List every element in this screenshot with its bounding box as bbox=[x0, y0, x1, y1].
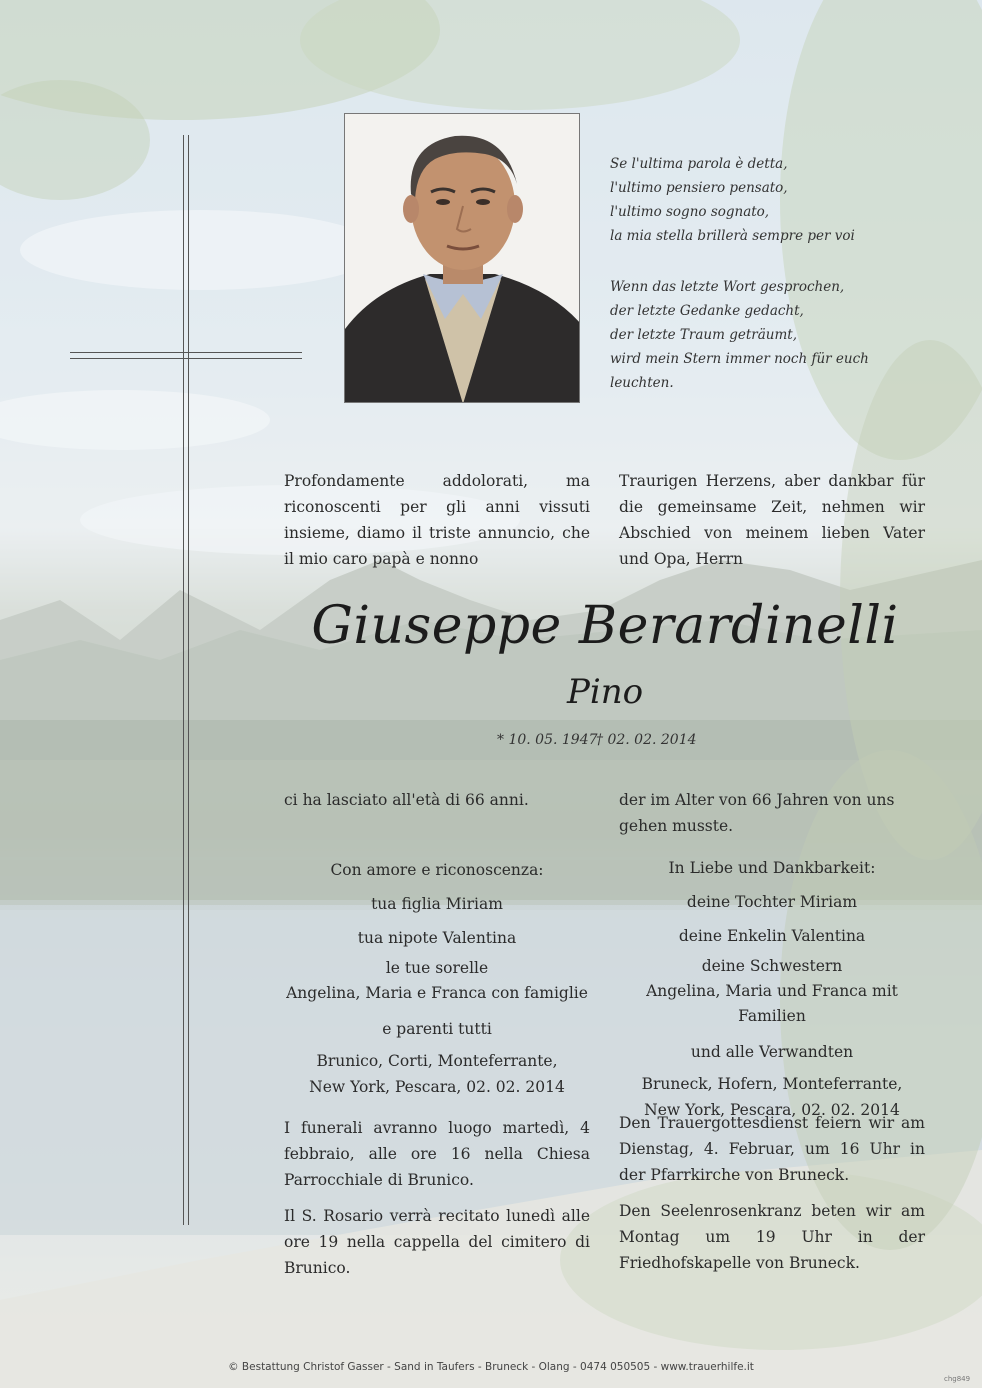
place-date-line: New York, Pescara, 02. 02. 2014 bbox=[644, 1101, 900, 1119]
rosary-italian: Il S. Rosario verrà recitato lunedì alle ore 19 nella cappella del cimitero di Brunico. bbox=[284, 1207, 590, 1277]
birth-date: * 10. 05. 1947 bbox=[497, 732, 598, 748]
poem-line: l'ultimo pensiero pensato, bbox=[610, 180, 788, 196]
poem-line: der letzte Gedanke gedacht, bbox=[610, 303, 804, 319]
deceased-name: Giuseppe Berardinelli bbox=[311, 596, 899, 656]
poem-line: der letzte Traum geträumt, bbox=[610, 327, 797, 343]
intro-german: Traurigen Herzens, aber dankbar für die gemeinsame Zeit, nehmen wir Abschied von meinem lieben Vater und Opa, Herrn bbox=[619, 472, 925, 568]
cross-vertical-line bbox=[188, 135, 189, 1225]
rosary-german: Den Seelenrosenkranz beten wir am Montag um 19 Uhr in der Friedhofskapelle von Bruneck. bbox=[619, 1202, 925, 1272]
poem-german bbox=[610, 275, 930, 395]
place-date-line: New York, Pescara, 02. 02. 2014 bbox=[309, 1078, 565, 1096]
age-italian: ci ha lasciato all'età di 66 anni. bbox=[284, 791, 529, 809]
intro-italian: Profondamente addolorati, ma riconoscenti per gli anni vissuti insieme, diamo il triste annuncio, che il mio caro papà e nonno bbox=[284, 472, 590, 568]
funeral-german: Den Trauergottesdienst feiern wir am Dienstag, 4. Februar, um 16 Uhr in der Pfarrkirche von Bruneck. bbox=[619, 1114, 925, 1184]
mourner-sisters: le tue sorelle bbox=[385, 959, 489, 977]
mourners-heading: Con amore e riconoscenza: bbox=[330, 861, 544, 879]
mourner-relatives: e parenti tutti bbox=[382, 1020, 492, 1038]
mourners-heading: In Liebe und Dankbarkeit: bbox=[668, 859, 876, 877]
poem-line: l'ultimo sogno sognato, bbox=[610, 204, 770, 220]
mourner-granddaughter: deine Enkelin Valentina bbox=[678, 927, 866, 945]
place-date-line: Bruneck, Hofern, Monteferrante, bbox=[641, 1075, 903, 1093]
mourner-sisters: deine Schwestern bbox=[701, 957, 843, 975]
deceased-nickname: Pino bbox=[566, 672, 644, 712]
cross-horizontal-line bbox=[70, 352, 302, 353]
mourners-italian bbox=[284, 853, 590, 1100]
mourners-german bbox=[619, 851, 925, 1123]
mourner-relatives: und alle Verwandten bbox=[690, 1043, 854, 1061]
funeral-italian: I funerali avranno luogo martedì, 4 febbraio, alle ore 16 nella Chiesa Parrocchiale di Brunico. bbox=[284, 1119, 590, 1189]
mourner-granddaughter: tua nipote Valentina bbox=[357, 929, 517, 947]
mourner-sisters-names: Angelina, Maria und Franca mit Familien bbox=[646, 982, 898, 1025]
place-date-line: Brunico, Corti, Monteferrante, bbox=[316, 1052, 558, 1070]
poem-line: wird mein Stern immer noch für euch leuchten. bbox=[610, 351, 869, 391]
cross-vertical-line bbox=[183, 135, 184, 1225]
poem-italian bbox=[610, 152, 930, 248]
cross-horizontal-line bbox=[70, 358, 302, 359]
footer-credit: © Bestattung Christof Gasser - Sand in Taufers - Bruneck - Olang - 0474 050505 - www.trauerhilfe.it bbox=[228, 1361, 754, 1373]
document-code: chg849 bbox=[944, 1375, 971, 1383]
mourner-daughter: deine Tochter Miriam bbox=[686, 893, 858, 911]
poem-line: la mia stella brillerà sempre per voi bbox=[610, 228, 855, 244]
mourner-sisters-names: Angelina, Maria e Franca con famiglie bbox=[286, 984, 588, 1002]
portrait-photo bbox=[344, 113, 580, 403]
portrait-illustration bbox=[345, 114, 580, 403]
death-date: † 02. 02. 2014 bbox=[596, 732, 697, 748]
poem-line: Se l'ultima parola è detta, bbox=[610, 156, 788, 172]
mourner-daughter: tua figlia Miriam bbox=[371, 895, 503, 913]
poem-line: Wenn das letzte Wort gesprochen, bbox=[610, 279, 845, 295]
age-german: der im Alter von 66 Jahren von uns gehen musste. bbox=[619, 791, 895, 835]
